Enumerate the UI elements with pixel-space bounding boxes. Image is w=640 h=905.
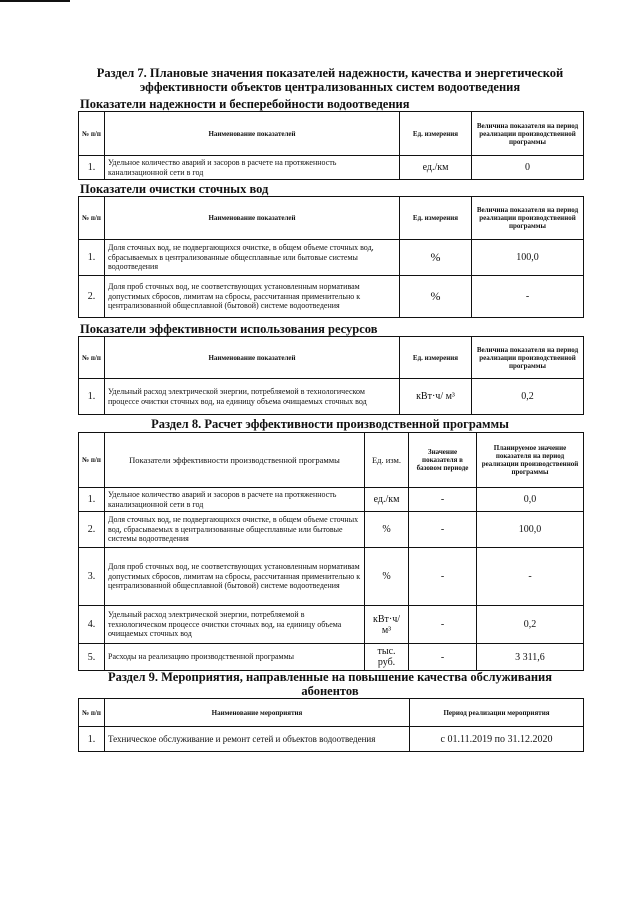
header-unit: Ед. измерения xyxy=(400,197,472,240)
row-base: - xyxy=(409,488,477,512)
row-unit: кВт·ч/ м³ xyxy=(365,606,409,644)
section9-table xyxy=(78,698,584,752)
row-base: - xyxy=(409,644,477,671)
row-value: - xyxy=(472,276,584,318)
table-row xyxy=(79,548,584,606)
row-name: Удельный расход электрической энергии, потребляемой в технологическом процессе очистки сточных вод, на единицу объема очищаемых сточных вод xyxy=(105,606,365,644)
row-name: Доля проб сточных вод, не соответствующих установленным нормативам допустимых сбросов, лимитам на сбросы, рассчитанная применительно к централизованной общесплавной (бытовой) системе водоотведения xyxy=(105,548,365,606)
header-value: Величина показателя на период реализации производственной программы xyxy=(472,197,584,240)
row-name: Удельное количество аварий и засоров в расчете на протяженность канализационной сети в год xyxy=(105,156,400,180)
row-base: - xyxy=(409,606,477,644)
treatment-subtitle: Показатели очистки сточных вод xyxy=(80,182,269,196)
row-unit: ед./км xyxy=(365,488,409,512)
table-row xyxy=(79,488,584,512)
table-row xyxy=(79,240,584,276)
header-unit: Ед. измерения xyxy=(400,337,472,379)
section9-title xyxy=(60,670,600,698)
row-name: Удельный расход электрической энергии, потребляемой в технологическом процессе очистки сточных вод, на единицу объема очищаемых сточных вод xyxy=(105,379,400,415)
header-value: Величина показателя на период реализации производственной программы xyxy=(472,112,584,156)
table-row xyxy=(79,276,584,318)
row-value: 100,0 xyxy=(472,240,584,276)
header-value: Величина показателя на период реализации производственной программы xyxy=(472,337,584,379)
efficiency-table xyxy=(78,336,584,415)
row-unit: ед./км xyxy=(400,156,472,180)
row-num: 1. xyxy=(79,156,105,180)
row-unit: % xyxy=(400,240,472,276)
reliability-table xyxy=(78,111,584,180)
row-name: Расходы на реализацию производственной программы xyxy=(105,644,365,671)
row-value: 0 xyxy=(472,156,584,180)
row-num: 5. xyxy=(79,644,105,671)
row-name: Техническое обслуживание и ремонт сетей и объектов водоотведения xyxy=(105,727,410,752)
row-unit: % xyxy=(365,512,409,548)
row-num: 4. xyxy=(79,606,105,644)
row-name: Доля сточных вод, не подвергающихся очистке, в общем объеме сточных вод, сбрасываемых в централизованные общесплавные или бытовые системы водоотведения xyxy=(105,240,400,276)
section7-title-line2: эффективности объектов централизованных систем водоотведения xyxy=(139,80,521,94)
row-planned: 0,0 xyxy=(477,488,584,512)
row-unit: тыс. руб. xyxy=(365,644,409,671)
row-planned: 3 311,6 xyxy=(477,644,584,671)
header-unit: Ед. изм. xyxy=(365,433,409,488)
header-name: Наименование показателей xyxy=(105,112,400,156)
row-num: 2. xyxy=(79,276,105,318)
section7-title xyxy=(60,66,600,94)
row-period: с 01.11.2019 по 31.12.2020 xyxy=(410,727,584,752)
header-num: № п/п xyxy=(79,699,105,727)
section9-title-line2: абонентов xyxy=(301,684,359,698)
header-num: № п/п xyxy=(79,433,105,488)
header-name: Наименование мероприятия xyxy=(105,699,410,727)
row-base: - xyxy=(409,512,477,548)
row-num: 1. xyxy=(79,240,105,276)
row-name: Доля проб сточных вод, не соответствующих установленным нормативам допустимых сбросов, лимитам на сбросы, рассчитанная применительно к централизованной общесплавной (бытовой) системе водоотведения xyxy=(105,276,400,318)
row-num: 1. xyxy=(79,379,105,415)
row-num: 1. xyxy=(79,727,105,752)
section8-table xyxy=(78,432,584,671)
table-row xyxy=(79,606,584,644)
header-name: Показатели эффективности производственной программы xyxy=(105,433,365,488)
table-row xyxy=(79,156,584,180)
section7-title-line1: Раздел 7. Плановые значения показателей надежности, качества и энергетической xyxy=(96,66,564,80)
row-name: Удельное количество аварий и засоров в расчете на протяженность канализационной сети в год xyxy=(105,488,365,512)
table-row xyxy=(79,727,584,752)
row-planned: 0,2 xyxy=(477,606,584,644)
treatment-table xyxy=(78,196,584,318)
header-name: Наименование показателей xyxy=(105,197,400,240)
row-num: 3. xyxy=(79,548,105,606)
section9-title-line1: Раздел 9. Мероприятия, направленные на повышение качества обслуживания xyxy=(107,670,553,684)
header-planned: Планируемое значение показателя на период реализации производственной программы xyxy=(477,433,584,488)
row-base: - xyxy=(409,548,477,606)
top-edge-mark xyxy=(0,0,70,2)
header-base: Значение показателя в базовом периоде xyxy=(409,433,477,488)
header-period: Период реализации мероприятия xyxy=(410,699,584,727)
table-row xyxy=(79,379,584,415)
reliability-subtitle: Показатели надежности и бесперебойности водоотведения xyxy=(80,97,410,111)
table-row xyxy=(79,512,584,548)
efficiency-subtitle: Показатели эффективности использования ресурсов xyxy=(80,322,378,336)
header-num: № п/п xyxy=(79,112,105,156)
row-unit: кВт·ч/ м³ xyxy=(400,379,472,415)
header-num: № п/п xyxy=(79,337,105,379)
row-planned: 100,0 xyxy=(477,512,584,548)
row-num: 1. xyxy=(79,488,105,512)
row-unit: % xyxy=(400,276,472,318)
row-planned: - xyxy=(477,548,584,606)
header-name: Наименование показателей xyxy=(105,337,400,379)
row-unit: % xyxy=(365,548,409,606)
header-num: № п/п xyxy=(79,197,105,240)
section8-title: Раздел 8. Расчет эффективности производственной программы xyxy=(151,417,509,431)
header-unit: Ед. измерения xyxy=(400,112,472,156)
row-num: 2. xyxy=(79,512,105,548)
row-name: Доля сточных вод, не подвергающихся очистке, в общем объеме сточных вод, сбрасываемых в централизованные общесплавные или бытовые системы водоотведения xyxy=(105,512,365,548)
row-value: 0,2 xyxy=(472,379,584,415)
table-row xyxy=(79,644,584,671)
